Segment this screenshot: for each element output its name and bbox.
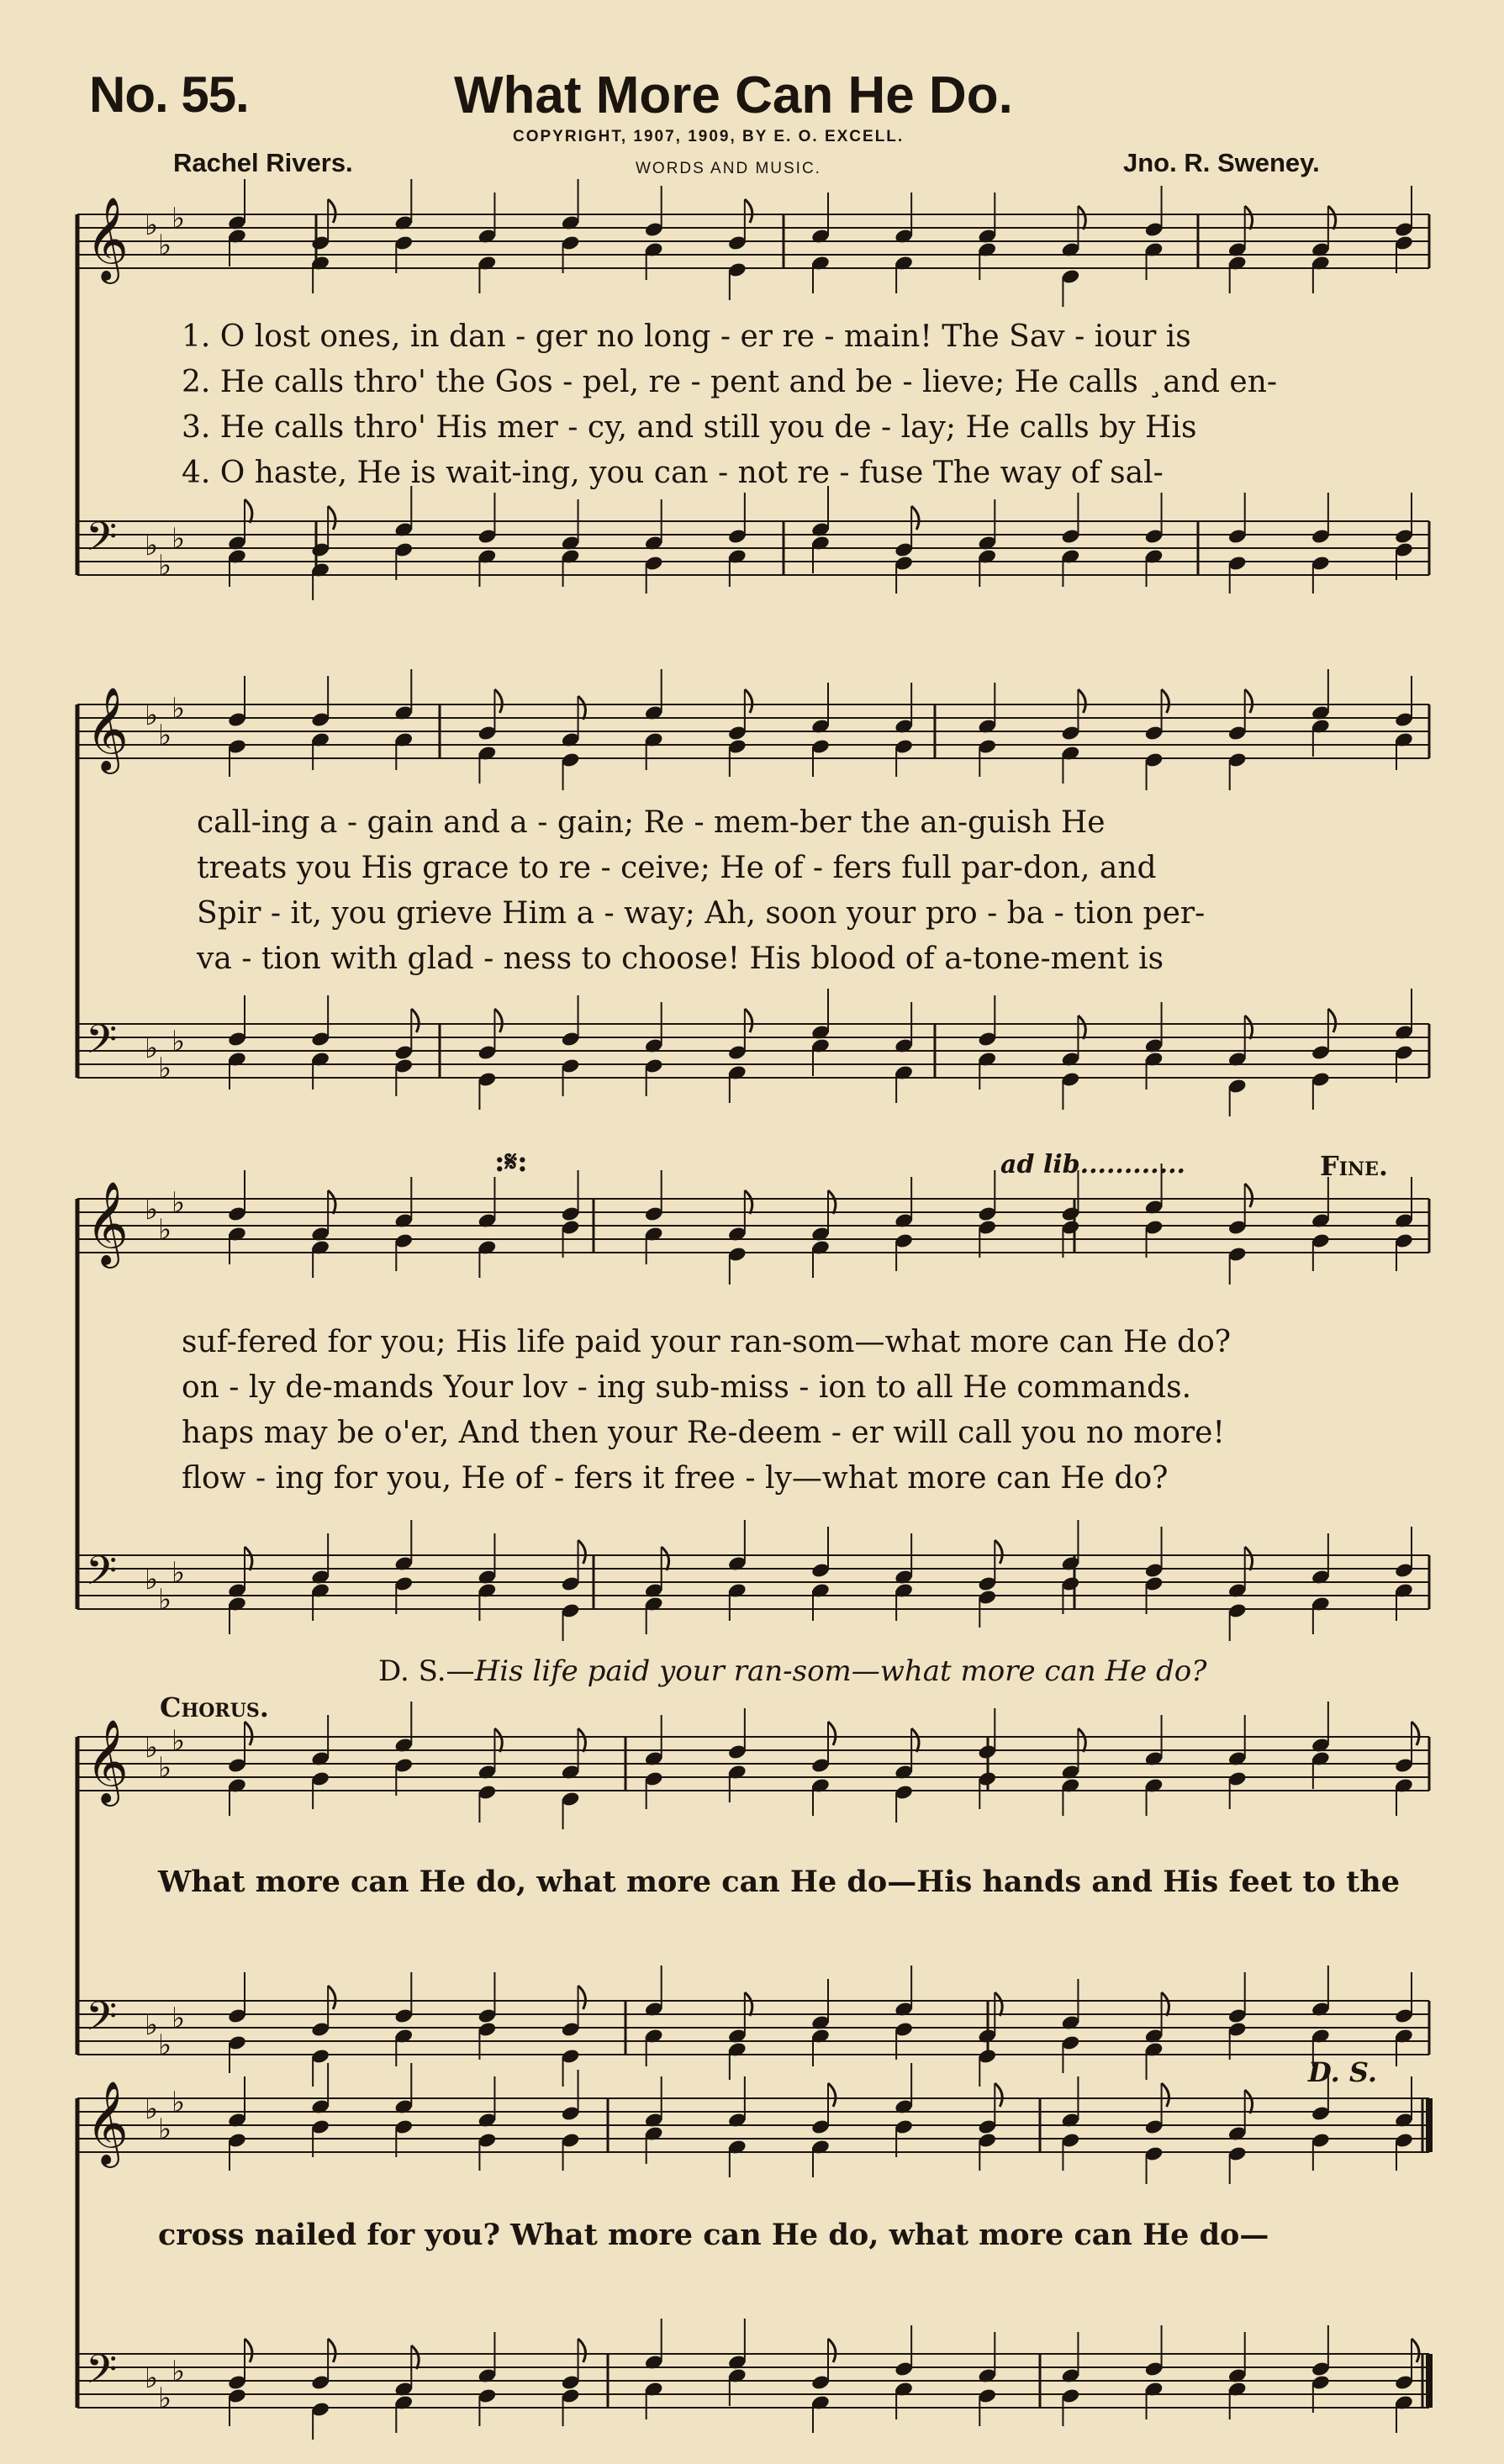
ds-instruction bbox=[378, 1654, 1206, 1688]
note-flag bbox=[1245, 2090, 1253, 2113]
treble-clef: 𝄞 bbox=[86, 1181, 129, 1265]
note-flag bbox=[494, 1009, 502, 1032]
bass-clef: 𝄢 bbox=[86, 1547, 118, 1604]
note-flag bbox=[494, 1728, 502, 1752]
flat-sign: ♭ bbox=[158, 549, 172, 583]
flat-sign: ♭ bbox=[172, 1025, 186, 1058]
flat-sign: ♭ bbox=[172, 1556, 186, 1590]
note-flag bbox=[911, 1728, 919, 1752]
note-flag bbox=[578, 2339, 586, 2362]
note-flag bbox=[328, 1986, 335, 2009]
flat-sign: ♭ bbox=[145, 2092, 159, 2126]
flat-sign: ♭ bbox=[145, 1193, 159, 1227]
note-flag bbox=[1078, 1016, 1085, 1039]
lyricist: Rachel Rivers. bbox=[173, 148, 353, 177]
note-flag bbox=[328, 1190, 335, 1214]
note-flag bbox=[745, 1992, 752, 2016]
note-flag bbox=[828, 1190, 836, 1214]
note-flag bbox=[911, 506, 919, 530]
ds-prefix: D. S.— bbox=[378, 1654, 475, 1688]
copyright-line: COPYRIGHT, 1907, 1909, BY E. O. EXCELL. bbox=[513, 128, 905, 145]
flat-sign: ♭ bbox=[158, 2113, 172, 2146]
flat-sign: ♭ bbox=[158, 2382, 172, 2415]
flat-sign: ♭ bbox=[158, 1213, 172, 1247]
hymn-number: No. 55. bbox=[89, 66, 249, 123]
flat-sign: ♭ bbox=[172, 692, 186, 725]
note-flag bbox=[578, 1728, 586, 1752]
note-flag bbox=[1328, 206, 1336, 230]
note-flag bbox=[1162, 1992, 1169, 2016]
flat-sign: ♭ bbox=[145, 1032, 159, 1065]
verse-2-line-2: treats you His grace to re - ceive; He of - fers full par-don, and bbox=[197, 851, 1157, 885]
note-flag bbox=[328, 506, 335, 530]
treble-clef: 𝄞 bbox=[86, 1719, 129, 1803]
note-flag bbox=[995, 1540, 1002, 1564]
chorus-lyric-2: cross nailed for you? What more can He do, what more can He do— bbox=[158, 2218, 1269, 2252]
note-flag bbox=[745, 689, 752, 713]
flat-sign: ♭ bbox=[145, 2361, 159, 2395]
flat-sign: ♭ bbox=[158, 719, 172, 752]
note-flag bbox=[245, 499, 252, 523]
flat-sign: ♭ bbox=[145, 699, 159, 732]
note-flag bbox=[578, 696, 586, 720]
note-flag bbox=[1328, 1009, 1336, 1032]
verse-4-line-1: 4. O haste, He is wait-ing, you can - not re - fuse The way of sal- bbox=[182, 456, 1164, 490]
flat-sign: ♭ bbox=[145, 529, 159, 562]
double-bar bbox=[1426, 2354, 1433, 2408]
note-flag bbox=[745, 199, 752, 223]
flat-sign: ♭ bbox=[172, 1186, 186, 1220]
note-flag bbox=[245, 2339, 252, 2362]
note-flag bbox=[411, 2345, 419, 2369]
note-flag bbox=[745, 1190, 752, 1214]
flat-sign: ♭ bbox=[158, 1751, 172, 1785]
chorus-lyric-1: What more can He do, what more can He do—His hands and His feet to the bbox=[158, 1865, 1400, 1899]
note-flag bbox=[578, 1986, 586, 2009]
flat-sign: ♭ bbox=[145, 1731, 159, 1765]
note-flag bbox=[1245, 1547, 1253, 1570]
note-flag bbox=[1412, 2339, 1419, 2362]
note-flag bbox=[1245, 1184, 1253, 1207]
bass-clef: 𝄢 bbox=[86, 513, 118, 570]
verse-3-line-3: haps may be o'er, And then your Re-deem - er will call you no more! bbox=[182, 1416, 1225, 1450]
flat-sign: ♭ bbox=[145, 2008, 159, 2042]
flat-sign: ♭ bbox=[172, 2086, 186, 2119]
composer: Jno. R. Sweney. bbox=[1123, 148, 1320, 177]
note-flag bbox=[828, 2083, 836, 2107]
hymn-title: What More Can He Do. bbox=[454, 66, 1013, 124]
flat-sign: ♭ bbox=[145, 208, 159, 242]
note-flag bbox=[1245, 689, 1253, 713]
note-flag bbox=[494, 689, 502, 713]
note-flag bbox=[828, 2339, 836, 2362]
note-flag bbox=[328, 199, 335, 223]
flat-sign: ♭ bbox=[172, 2002, 186, 2035]
treble-clef: 𝄞 bbox=[86, 2081, 129, 2165]
flat-sign: ♭ bbox=[158, 2029, 172, 2062]
verse-2-line-3: on - ly de-mands Your lov - ing sub-miss - ion to all He commands. bbox=[182, 1370, 1192, 1405]
note-flag bbox=[328, 2339, 335, 2362]
note-flag bbox=[745, 1009, 752, 1032]
note-flag bbox=[411, 1009, 419, 1032]
note-flag bbox=[1078, 1728, 1085, 1752]
note-flag bbox=[995, 1992, 1002, 2016]
flat-sign: ♭ bbox=[145, 1563, 159, 1596]
chorus-label: Chorus. bbox=[160, 1691, 269, 1723]
verse-1-line-1: 1. O lost ones, in dan - ger no long - er re - main! The Sav - iour is bbox=[182, 319, 1191, 354]
segno-mark: :𝄋: bbox=[494, 1145, 528, 1179]
note-flag bbox=[245, 1722, 252, 1745]
verse-1-line-3: suf-fered for you; His life paid your ran-som—what more can He do? bbox=[182, 1325, 1232, 1359]
ds-end-mark: D. S. bbox=[1308, 2056, 1377, 2088]
note-flag bbox=[1162, 2083, 1169, 2107]
verse-1-line-2: call-ing a - gain and a - gain; Re - mem-ber the an-guish He bbox=[197, 805, 1106, 840]
note-flag bbox=[1162, 689, 1169, 713]
treble-clef: 𝄞 bbox=[86, 687, 129, 771]
flat-sign: ♭ bbox=[172, 522, 186, 556]
bass-clef: 𝄢 bbox=[86, 1992, 118, 2050]
verse-4-line-3: flow - ing for you, He of - fers it free - ly—what more can He do? bbox=[182, 1461, 1169, 1496]
ad-lib-mark: ad lib............ bbox=[1000, 1150, 1185, 1179]
note-flag bbox=[1078, 689, 1085, 713]
verse-2-line-1: 2. He calls thro' the Gos - pel, re - pent and be - lieve; He calls ¸and en- bbox=[182, 365, 1278, 399]
words-and-music: WORDS AND MUSIC. bbox=[636, 160, 821, 177]
verse-4-line-2: va - tion with glad - ness to choose! His blood of a-tone-ment is bbox=[197, 942, 1164, 976]
flat-sign: ♭ bbox=[172, 2355, 186, 2388]
treble-clef: 𝄞 bbox=[86, 197, 129, 281]
flat-sign: ♭ bbox=[172, 202, 186, 235]
bass-clef: 𝄢 bbox=[86, 2345, 118, 2403]
flat-sign: ♭ bbox=[158, 1052, 172, 1085]
fine-mark: Fine. bbox=[1320, 1150, 1389, 1182]
verse-3-line-1: 3. He calls thro' His mer - cy, and still you de - lay; He calls by His bbox=[182, 410, 1197, 445]
ds-text: His life paid your ran-som—what more can He do? bbox=[474, 1654, 1207, 1688]
bass-clef: 𝄢 bbox=[86, 1016, 118, 1073]
flat-sign: ♭ bbox=[158, 229, 172, 262]
note-flag bbox=[1412, 1722, 1419, 1745]
flat-sign: ♭ bbox=[158, 1583, 172, 1617]
note-flag bbox=[245, 1547, 252, 1570]
note-flag bbox=[1245, 1016, 1253, 1039]
note-flag bbox=[578, 1540, 586, 1564]
note-flag bbox=[995, 2083, 1002, 2107]
flat-sign: ♭ bbox=[172, 1724, 186, 1758]
note-flag bbox=[1078, 206, 1085, 230]
note-flag bbox=[662, 1547, 669, 1570]
double-bar bbox=[1426, 2098, 1433, 2152]
verse-3-line-2: Spir - it, you grieve Him a - way; Ah, soon your pro - ba - tion per- bbox=[197, 896, 1206, 931]
note-flag bbox=[1245, 206, 1253, 230]
note-flag bbox=[828, 1722, 836, 1745]
